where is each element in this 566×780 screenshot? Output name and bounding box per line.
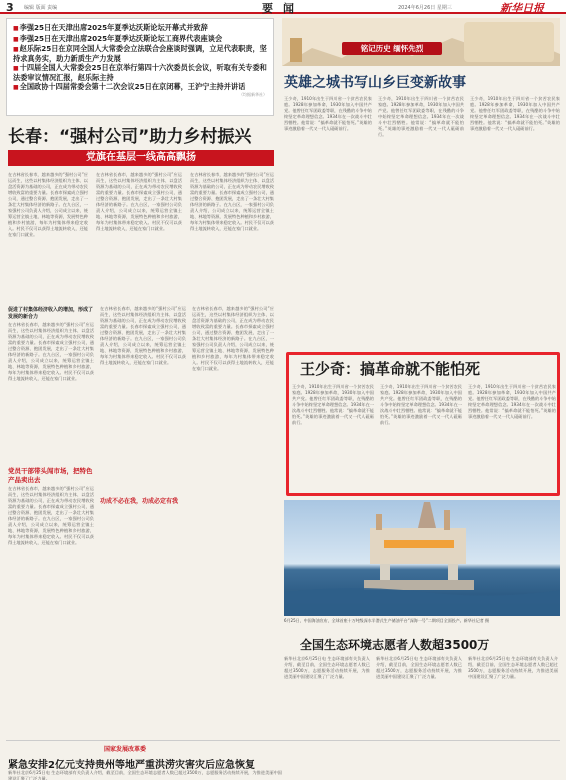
section-divider bbox=[6, 740, 560, 741]
left-body-col6: 在吉林省长春市，越来越多的“强村公司”应运而生，这些以村集体经济组织为主体、以盘活资源为基础的公司，正在成为带动农民增收致富的重要力量。长春市探索成立强村公司，通过整合资源、抱团发展，走出了一条壮大村集体经济的新路子。在九台区，一家强村公司负责人介绍，公司成立以来，统筹运营全镇土地、林地等资源，发展特色种植和乡村旅游，每年为村集体带来稳定收入。村民不仅可以获得土地流转收入，还能在家门口就业。 bbox=[100, 306, 186, 365]
highlight-body-col2: 王少奇，1910年出生于四川省一个贫苦农民家庭。1928年参加革命，1930年加入中国共产党。他曾任红军团政委等职，在残酷的斗争中始终坚定革命理想信念。1934年在一次战斗中壮烈牺牲。他常说：“搞革命就不能怕死。”英雄的事迹激励着一代又一代人砥砺前行。 bbox=[380, 384, 462, 425]
right-body-col3: 王少奇，1910年出生于四川省一个贫苦农民家庭。1928年参加革命，1930年加入中国共产党。他曾任红军团政委等职，在残酷的斗争中始终坚定革命理想信念。1934年在一次战斗中壮烈牺牲。他常说：“搞革命就不能怕死。”英雄的事迹激励着一代又一代人砥砺前行。 bbox=[470, 96, 560, 131]
highlight-body-col1: 王少奇，1910年出生于四川省一个贫苦农民家庭。1928年参加革命，1930年加入中国共产党。他曾任红军团政委等职，在残酷的斗争中始终坚定革命理想信念。1934年在一次战斗中壮烈牺牲。他常说：“搞革命就不能怕死。”英雄的事迹激励着一代又一代人砥砺前行。 bbox=[292, 384, 374, 425]
left-body-col4: 在吉林省长春市，越来越多的“强村公司”应运而生，这些以村集体经济组织为主体、以盘活资源为基础的公司，正在成为带动农民增收致富的重要力量。长春市探索成立强村公司，通过整合资源、抱团发展，走出了一条壮大村集体经济的新路子。在九台区，一家强村公司负责人介绍，公司成立以来，统筹运营全镇土地、林地等资源，发展特色种植和乡村旅游，每年为村集体带来稳定收入。村民不仅可以获得土地流转收入，还能在家门口就业。 bbox=[8, 322, 94, 381]
bottom-left-body: 新华社北京6月25日电 生态环境部有关负责人介绍，截至目前，全国生态环境志愿者人数已超过3500万，志愿服务活动持续开展，为推进美丽中国建设汇聚了广泛力量。 bbox=[8, 770, 282, 780]
brief-item[interactable]: ■ 全国政协十四届常委会第十二次会议25日在京闭幕，王沪宁主持并讲话 bbox=[13, 82, 267, 92]
right-headline[interactable]: 英雄之城书写山乡巨变新故事 bbox=[284, 75, 466, 91]
left-body-col5: 在吉林省长春市，越来越多的“强村公司”应运而生，这些以村集体经济组织为主体、以盘活资源为基础的公司，正在成为带动农民增收致富的重要力量。长春市探索成立强村公司，通过整合资源、抱团发展，走出了一条壮大村集体经济的新路子。在九台区，一家强村公司负责人介绍，公司成立以来，统筹运营全镇土地、林地等资源，发展特色种植和乡村旅游，每年为村集体带来稳定收入。村民不仅可以获得土地流转收入，还能在家门口就业。 bbox=[8, 486, 94, 545]
left-body-col7: 在吉林省长春市，越来越多的“强村公司”应运而生，这些以村集体经济组织为主体、以盘活资源为基础的公司，正在成为带动农民增收致富的重要力量。长春市探索成立强村公司，通过整合资源、抱团发展，走出了一条壮大村集体经济的新路子。在九台区，一家强村公司负责人介绍，公司成立以来，统筹运营全镇土地、林地等资源，发展特色种植和乡村旅游，每年为村集体带来稳定收入。村民不仅可以获得土地流转收入，还能在家门口就业。 bbox=[192, 306, 274, 371]
brief-item[interactable]: ■ 十四届全国人大常委会25日在京举行第四十六次委员长会议，听取有关专委和法委审议情况汇报，赵乐际主持 bbox=[13, 63, 267, 82]
bottom-left-headline[interactable]: 紧急安排2亿元支持贵州等地严重洪涝灾害灾后应急恢复 bbox=[8, 760, 255, 771]
left-sub1: 促进了村集体经济收入的增加，形成了发展的新合力 bbox=[8, 307, 94, 320]
page-number: 3 bbox=[6, 1, 14, 14]
brief-item[interactable]: ■ 赵乐际25日在京同全国人大常委会立法联合会座谈时强调，立足代表职责，坚持求真务实，助力新质生产力发展 bbox=[13, 44, 267, 63]
bottom-left-tag: 国家发展改革委 bbox=[104, 746, 147, 753]
brief-item[interactable]: ■ 李强25日在天津出席2025年夏季达沃斯论坛工商界代表座谈会 bbox=[13, 34, 267, 44]
news-briefs bbox=[6, 18, 274, 116]
issue-date: 2024年6月26日 星期三 bbox=[398, 5, 452, 11]
left-body-col3: 在吉林省长春市，越来越多的“强村公司”应运而生，这些以村集体经济组织为主体、以盘活资源为基础的公司，正在成为带动农民增收致富的重要力量。长春市探索成立强村公司，通过整合资源、抱团发展，走出了一条壮大村集体经济的新路子。在九台区，一家强村公司负责人介绍，公司成立以来，统筹运营全镇土地、林地等资源，发展特色种植和乡村旅游，每年为村集体带来稳定收入。村民不仅可以获得土地流转收入，还能在家门口就业。 bbox=[190, 172, 274, 231]
oil-platform-photo bbox=[284, 500, 560, 616]
briefs-source: （均据新华社） bbox=[239, 92, 267, 97]
right-body-col2: 王少奇，1910年出生于四川省一个贫苦农民家庭。1928年参加革命，1930年加入中国共产党。他曾任红军团政委等职，在残酷的斗争中始终坚定革命理想信念。1934年在一次战斗中壮烈牺牲。他常说：“搞革命就不能怕死。”英雄的事迹激励着一代又一代人砥砺前行。 bbox=[378, 96, 464, 137]
right-body-col1: 王少奇，1910年出生于四川省一个贫苦农民家庭。1928年参加革命，1930年加入中国共产党。他曾任红军团政委等职，在残酷的斗争中始终坚定革命理想信念。1934年在一次战斗中壮烈牺牲。他常说：“搞革命就不能怕死。”英雄的事迹激励着一代又一代人砥砺前行。 bbox=[284, 96, 372, 131]
left-headline[interactable]: 长春：“强村公司”助力乡村振兴 bbox=[8, 127, 252, 147]
page-header bbox=[0, 0, 566, 14]
bottom-body-col3: 新华社北京6月25日电 生态环境部有关负责人介绍，截至目前，全国生态环境志愿者人数已超过3500万，志愿服务活动持续开展，为推进美丽中国建设汇聚了广泛力量。 bbox=[468, 656, 558, 679]
section-title: 要闻 bbox=[262, 2, 304, 15]
left-body-col1: 在吉林省长春市，越来越多的“强村公司”应运而生，这些以村集体经济组织为主体、以盘活资源为基础的公司，正在成为带动农民增收致富的重要力量。长春市探索成立强村公司，通过整合资源、抱团发展，走出了一条壮大村集体经济的新路子。在九台区，一家强村公司负责人介绍，公司成立以来，统筹运营全镇土地、林地等资源，发展特色种植和乡村旅游，每年为村集体带来稳定收入。村民不仅可以获得土地流转收入，还能在家门口就业。 bbox=[8, 172, 88, 237]
edition-info: 编辑 版面 责编 bbox=[24, 5, 58, 11]
bottom-body-col2: 新华社北京6月25日电 生态环境部有关负责人介绍，截至目前，全国生态环境志愿者人数已超过3500万，志愿服务活动持续开展，为推进美丽中国建设汇聚了广泛力量。 bbox=[376, 656, 462, 679]
memorial-banner bbox=[282, 18, 560, 66]
bottom-headline[interactable]: 全国生态环境志愿者人数超3500万 bbox=[300, 638, 490, 652]
left-redbar: 党旗在基层一线高高飘扬 bbox=[8, 150, 274, 166]
left-sub3: 功成不必在我，功成必定有我 bbox=[100, 494, 186, 507]
bottom-body-col1: 新华社北京6月25日电 生态环境部有关负责人介绍，截至目前，全国生态环境志愿者人数已超过3500万，志愿服务活动持续开展，为推进美丽中国建设汇聚了广泛力量。 bbox=[284, 656, 370, 679]
brief-item[interactable]: ■ 李强25日在天津出席2025年夏季达沃斯论坛开幕式并致辞 bbox=[13, 22, 267, 34]
photo-caption: 6月25日，中国海油宣布，全球首座十万吨级深水半潜式生产储油平台“深海一号”二期项目全面投产。新华社记者 摄 bbox=[284, 618, 490, 623]
left-body-col2: 在吉林省长春市，越来越多的“强村公司”应运而生，这些以村集体经济组织为主体、以盘活资源为基础的公司，正在成为带动农民增收致富的重要力量。长春市探索成立强村公司，通过整合资源、抱团发展，走出了一条壮大村集体经济的新路子。在九台区，一家强村公司负责人介绍，公司成立以来，统筹运营全镇土地、林地等资源，发展特色种植和乡村旅游，每年为村集体带来稳定收入。村民不仅可以获得土地流转收入，还能在家门口就业。 bbox=[96, 172, 182, 231]
highlight-body-col3: 王少奇，1910年出生于四川省一个贫苦农民家庭。1928年参加革命，1930年加入中国共产党。他曾任红军团政委等职，在残酷的斗争中始终坚定革命理想信念。1934年在一次战斗中壮烈牺牲。他常说：“搞革命就不能怕死。”英雄的事迹激励着一代又一代人砥砺前行。 bbox=[468, 384, 556, 419]
highlight-title[interactable]: 王少奇：搞革命就不能怕死 bbox=[300, 360, 481, 378]
newspaper-logo: 新华日报 bbox=[500, 2, 544, 15]
memorial-topbar: 铭记历史 缅怀先烈 bbox=[342, 42, 442, 55]
left-sub2: 党员干部带头闯市场，把特色产品卖出去 bbox=[8, 467, 93, 484]
